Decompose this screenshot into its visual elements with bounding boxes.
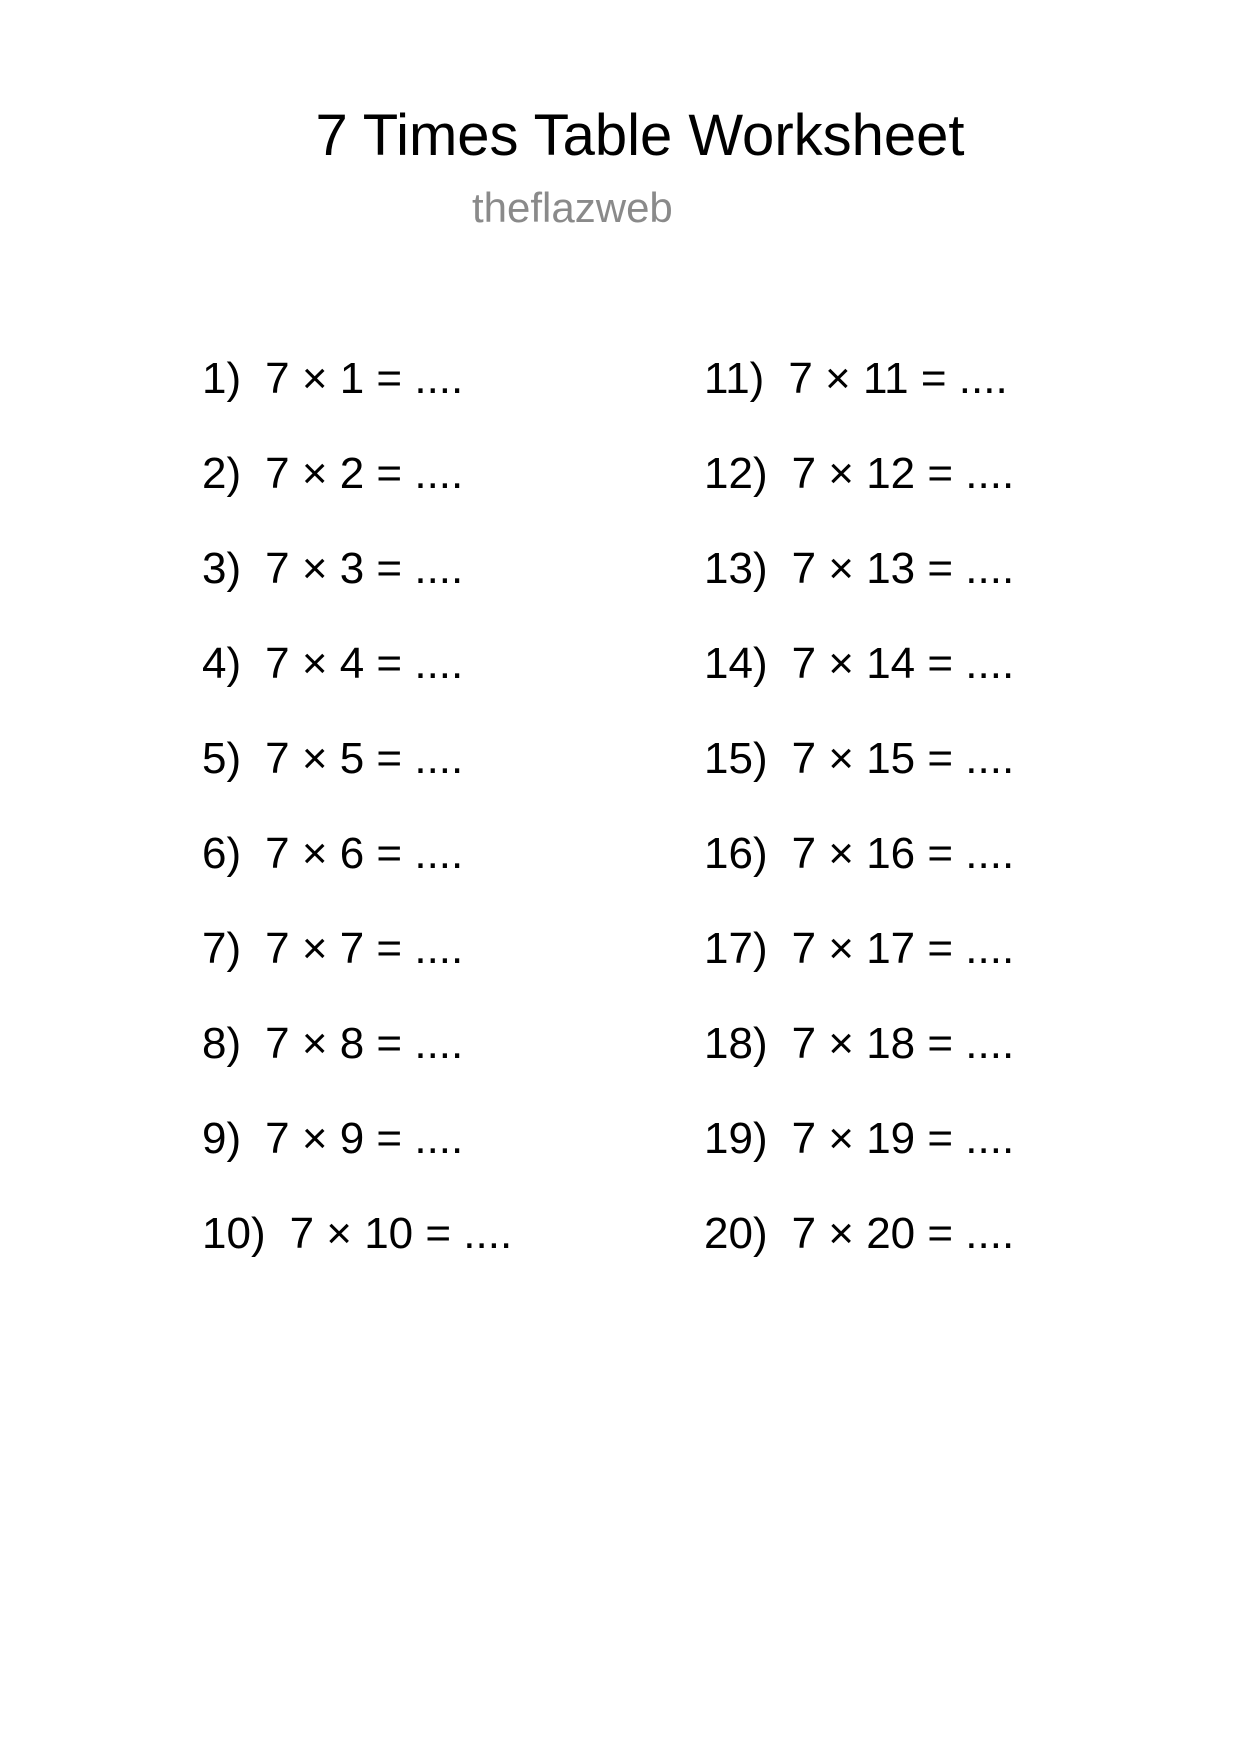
- problem-item: [202, 921, 642, 1016]
- problem-number: 18): [704, 1019, 768, 1068]
- source-watermark: theflazweb: [472, 184, 673, 231]
- problem-expression: 7 × 16 = ....: [791, 829, 1015, 878]
- problem-expression: 7 × 1 = ....: [265, 354, 464, 403]
- problems-right-column: [704, 351, 1144, 1301]
- problem-expression: 7 × 8 = ....: [265, 1019, 464, 1068]
- problem-item: [704, 636, 1144, 731]
- problem-expression: 7 × 17 = ....: [791, 924, 1015, 973]
- problem-expression: 7 × 6 = ....: [265, 829, 464, 878]
- problem-item: [704, 731, 1144, 826]
- problem-item: [704, 1016, 1144, 1111]
- problem-expression: 7 × 12 = ....: [791, 449, 1015, 498]
- problem-expression: 7 × 14 = ....: [791, 639, 1015, 688]
- problem-item: [202, 351, 642, 446]
- problem-number: 8): [202, 1019, 242, 1068]
- problem-expression: 7 × 7 = ....: [265, 924, 464, 973]
- problem-number: 7): [202, 924, 242, 973]
- problem-expression: 7 × 19 = ....: [791, 1114, 1015, 1163]
- problem-expression: 7 × 13 = ....: [791, 544, 1015, 593]
- problem-number: 4): [202, 639, 242, 688]
- problem-item: [202, 1206, 642, 1301]
- problem-expression: 7 × 4 = ....: [265, 639, 464, 688]
- problem-expression: 7 × 3 = ....: [265, 544, 464, 593]
- problem-number: 17): [704, 924, 768, 973]
- problem-item: [202, 446, 642, 541]
- problem-number: 12): [704, 449, 768, 498]
- problem-item: [704, 921, 1144, 1016]
- problem-number: 15): [704, 734, 768, 783]
- problem-expression: 7 × 5 = ....: [265, 734, 464, 783]
- problems-left-column: [202, 351, 642, 1301]
- problem-expression: 7 × 2 = ....: [265, 449, 464, 498]
- problem-expression: 7 × 11 = ....: [788, 354, 1008, 403]
- problem-item: [202, 541, 642, 636]
- problem-item: [704, 446, 1144, 541]
- problem-number: 13): [704, 544, 768, 593]
- problem-number: 14): [704, 639, 768, 688]
- problem-item: [704, 541, 1144, 636]
- problem-item: [704, 351, 1144, 446]
- problem-number: 9): [202, 1114, 242, 1163]
- problem-number: 6): [202, 829, 242, 878]
- problem-expression: 7 × 9 = ....: [265, 1114, 464, 1163]
- problem-item: [704, 826, 1144, 921]
- problem-number: 3): [202, 544, 242, 593]
- problem-number: 11): [704, 354, 765, 403]
- problem-expression: 7 × 20 = ....: [791, 1209, 1015, 1258]
- problem-number: 2): [202, 449, 242, 498]
- problem-number: 16): [704, 829, 768, 878]
- problem-item: [202, 731, 642, 826]
- problem-expression: 7 × 15 = ....: [791, 734, 1015, 783]
- problem-item: [202, 826, 642, 921]
- problem-number: 10): [202, 1209, 266, 1258]
- problem-item: [202, 1111, 642, 1206]
- problem-number: 19): [704, 1114, 768, 1163]
- problem-number: 20): [704, 1209, 768, 1258]
- problem-expression: 7 × 10 = ....: [289, 1209, 513, 1258]
- problem-item: [202, 636, 642, 731]
- page-title: 7 Times Table Worksheet: [315, 103, 965, 168]
- problem-number: 1): [202, 354, 242, 403]
- problem-expression: 7 × 18 = ....: [791, 1019, 1015, 1068]
- problem-item: [704, 1206, 1144, 1301]
- problem-item: [202, 1016, 642, 1111]
- problem-number: 5): [202, 734, 242, 783]
- problem-item: [704, 1111, 1144, 1206]
